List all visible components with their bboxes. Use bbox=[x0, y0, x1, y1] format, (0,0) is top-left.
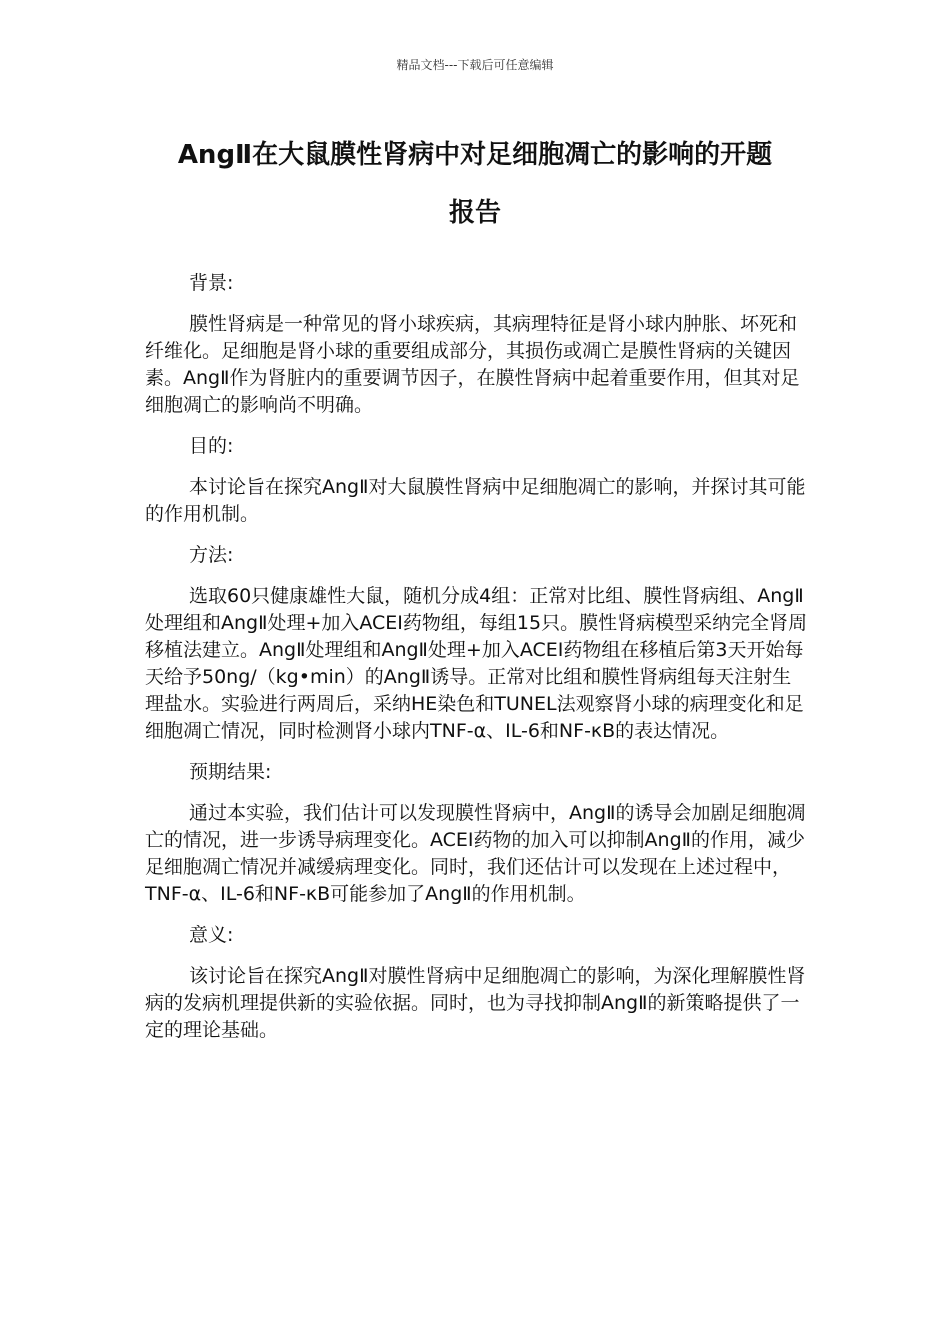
section-heading-background: 背景: bbox=[189, 272, 234, 294]
section-text-purpose: 本讨论旨在探究AngⅡ对大鼠膜性肾病中足细胞凋亡的影响，并探讨其可能的作用机制。 bbox=[145, 476, 806, 525]
section-text-significance: 该讨论旨在探究AngⅡ对膜性肾病中足细胞凋亡的影响，为深化理解膜性肾病的发病机理提供新的实验依据。同时，也为寻找抑制AngⅡ的新策略提供了一定的理论基础。 bbox=[145, 965, 806, 1041]
section-text-method: 选取60只健康雄性大鼠，随机分成4组：正常对比组、膜性肾病组、AngⅡ处理组和AngⅡ处理+加入ACEI药物组，每组15只。膜性肾病模型采纳完全肾周移植法建立。AngⅡ处理组和AngⅡ处理+加入ACEI药物组在移植后第3天开始每天给予50ng/（kg•min）的AngⅡ诱导。正常对比组和膜性肾病组每天注射生理盐水。实验进行两周后，采纳HE染色和TUNEL法观察肾小球的病理变化和足细胞凋亡情况，同时检测肾小球内TNF-α、IL-6和NF-κB的表达情况。 bbox=[145, 585, 808, 742]
section-heading-expected: 预期结果: bbox=[189, 761, 272, 783]
document-title-line-2: 报告 bbox=[448, 198, 501, 228]
section-heading-purpose: 目的: bbox=[189, 435, 234, 457]
section-text-background: 膜性肾病是一种常见的肾小球疾病，其病理特征是肾小球内肿胀、坏死和纤维化。足细胞是肾小球的重要组成部分，其损伤或凋亡是膜性肾病的关键因素。AngⅡ作为肾脏内的重要调节因子，在膜性肾病中起着重要作用，但其对足细胞凋亡的影响尚不明确。 bbox=[145, 313, 800, 416]
section-heading-method: 方法: bbox=[189, 544, 234, 566]
section-heading-significance: 意义: bbox=[189, 924, 234, 946]
document-title-line-1: AngⅡ在大鼠膜性肾病中对足细胞凋亡的影响的开题 bbox=[177, 140, 773, 170]
page-header: 精品文档---下载后可任意编辑 bbox=[396, 58, 554, 72]
section-text-expected: 通过本实验，我们估计可以发现膜性肾病中，AngⅡ的诱导会加剧足细胞凋亡的情况，进一步诱导病理变化。ACEI药物的加入可以抑制AngⅡ的作用，减少足细胞凋亡情况并减缓病理变化。同时，我们还估计可以发现在上述过程中，TNF-α、IL-6和NF-κB可能参加了AngⅡ的作用机制。 bbox=[145, 802, 806, 905]
document-body bbox=[145, 270, 810, 1058]
